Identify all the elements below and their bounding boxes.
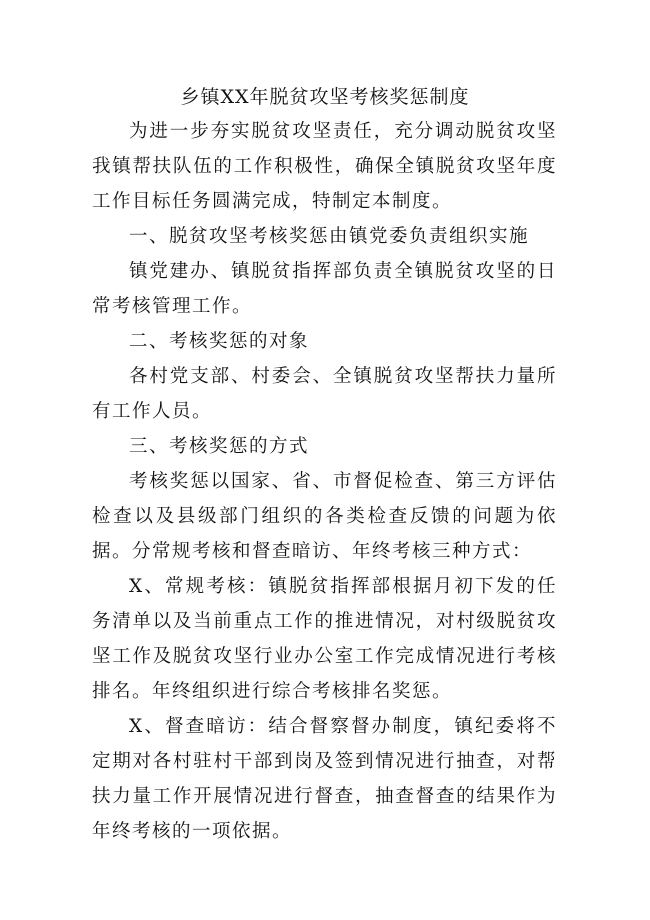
item-regular-assessment: X、常规考核：镇脱贫指挥部根据月初下发的任务清单以及当前重点工作的推进情况，对村级脱贫攻坚工作及脱贫攻坚行业办公室工作完成情况进行考核排名。年终组织进行综合考核排名奖惩。 (92, 576, 557, 702)
section-heading-1: 一、脱贫攻坚考核奖惩由镇党委负责组织实施 (129, 226, 530, 247)
section-heading-3: 三、考核奖惩的方式 (129, 436, 310, 457)
item-inspection-visit: X、督查暗访：结合督察督办制度，镇纪委将不定期对各村驻村干部到岗及签到情况进行抽查，对帮扶力量工作开展情况进行督查，抽查督查的结果作为年终考核的一项依据。 (92, 716, 557, 842)
section-body-1: 镇党建办、镇脱贫指挥部负责全镇脱贫攻坚的日常考核管理工作。 (92, 261, 557, 317)
section-body-2: 各村党支部、村委会、全镇脱贫攻坚帮扶力量所有工作人员。 (92, 366, 557, 422)
intro-paragraph: 为进一步夯实脱贫攻坚责任，充分调动脱贫攻坚我镇帮扶队伍的工作积极性，确保全镇脱贫攻坚年度工作目标任务圆满完成，特制定本制度。 (92, 121, 557, 212)
section-body-3: 考核奖惩以国家、省、市督促检查、第三方评估检查以及县级部门组织的各类检查反馈的问题为依据。分常规考核和督查暗访、年终考核三种方式： (92, 471, 557, 562)
document-body (92, 114, 557, 849)
section-heading-2: 二、考核奖惩的对象 (129, 331, 310, 352)
document-title: 乡镇XX年脱贫攻坚考核奖惩制度 (180, 86, 470, 108)
